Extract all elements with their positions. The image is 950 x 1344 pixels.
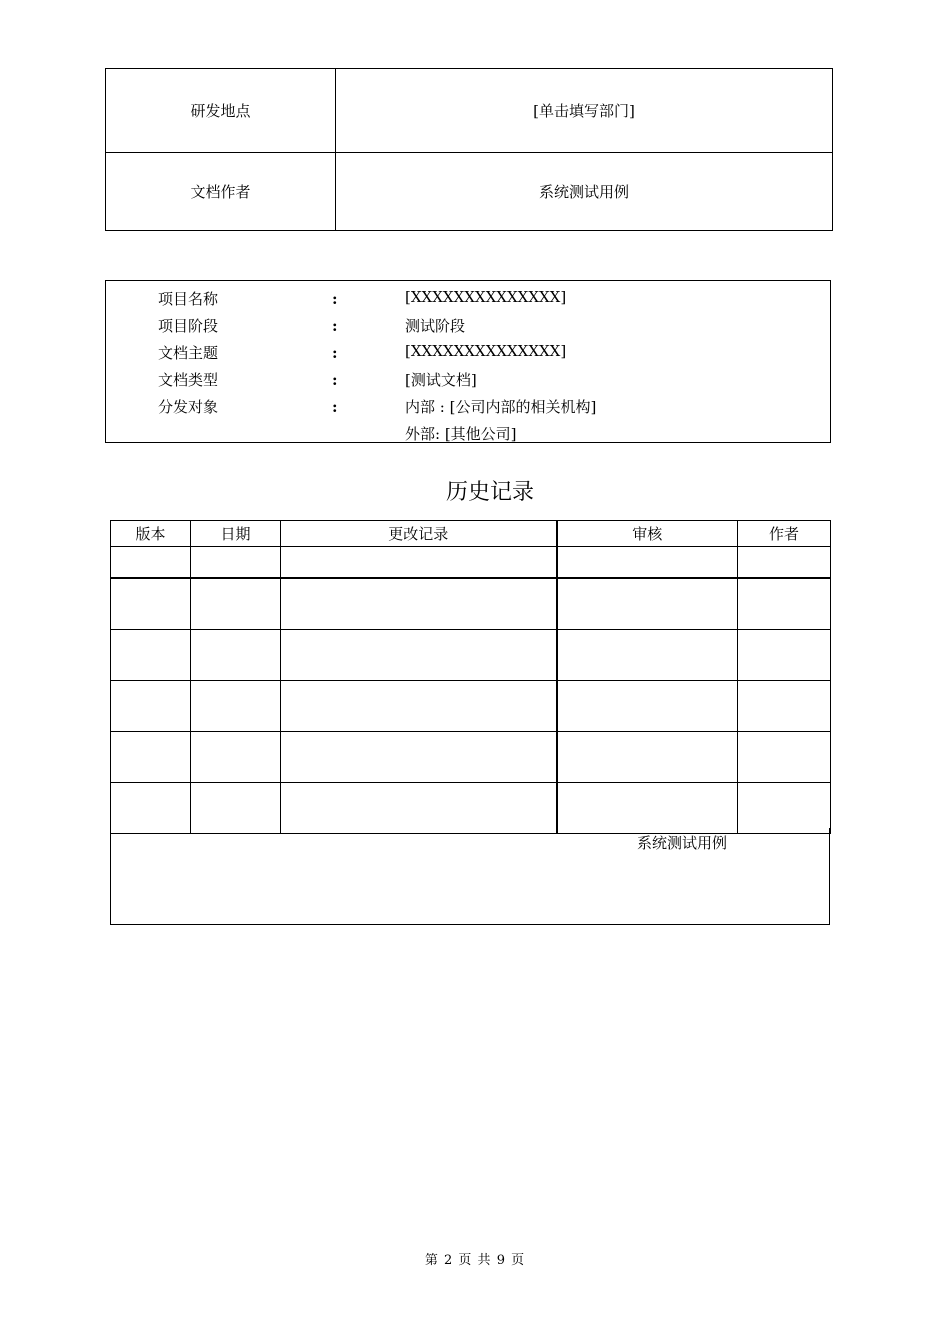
table-cell <box>111 547 191 579</box>
table-cell <box>111 681 191 732</box>
table-cell <box>191 547 281 579</box>
history-footer-box <box>110 828 830 925</box>
table-cell <box>557 732 738 783</box>
project-meta-box <box>105 280 831 443</box>
table-cell <box>191 578 281 630</box>
table-cell <box>738 783 831 834</box>
meta-colon: : <box>332 398 338 416</box>
table-cell <box>557 578 738 630</box>
table-cell <box>557 783 738 834</box>
footer-note: 系统测试用例 <box>637 834 728 852</box>
info-row-author <box>106 152 833 231</box>
table-cell <box>557 630 738 681</box>
meta-label-project-name: 项目名称 <box>158 290 219 308</box>
header-change-log: 更改记录 <box>281 521 557 547</box>
table-cell <box>111 783 191 834</box>
meta-colon: : <box>332 317 338 335</box>
table-cell <box>738 681 831 732</box>
meta-value-project-name: [XXXXXXXXXXXXXX] <box>405 288 567 306</box>
header-date: 日期 <box>191 521 281 547</box>
table-cell <box>738 547 831 579</box>
info-label-location: 研发地点 <box>106 69 336 153</box>
header-author: 作者 <box>738 521 831 547</box>
table-row <box>111 681 831 732</box>
meta-label-doc-type: 文档类型 <box>158 371 219 389</box>
document-info-table <box>105 68 833 231</box>
table-cell <box>191 630 281 681</box>
info-value-location: [单击填写部门] <box>336 69 833 153</box>
meta-label-distribution: 分发对象 <box>158 398 219 416</box>
table-cell <box>738 578 831 630</box>
history-header-row <box>111 521 831 547</box>
table-row <box>111 732 831 783</box>
meta-label-doc-subject: 文档主题 <box>158 344 219 362</box>
table-row <box>111 578 831 630</box>
page-number: 第 2 页 共 9 页 <box>424 1253 526 1268</box>
meta-colon: : <box>332 344 338 362</box>
table-cell <box>111 578 191 630</box>
table-row <box>111 783 831 834</box>
table-cell <box>111 732 191 783</box>
table-cell <box>111 630 191 681</box>
table-cell <box>281 547 557 579</box>
table-cell <box>191 732 281 783</box>
table-cell <box>557 547 738 579</box>
meta-value-distribution-internal: 内部 : [公司内部的相关机构] <box>405 398 597 416</box>
history-table <box>110 520 831 834</box>
info-value-author: 系统测试用例 <box>336 152 833 231</box>
meta-value-doc-subject: [XXXXXXXXXXXXXX] <box>405 342 567 360</box>
meta-colon: : <box>332 290 338 308</box>
header-version: 版本 <box>111 521 191 547</box>
meta-value-distribution-external: 外部: [其他公司] <box>405 425 517 443</box>
table-cell <box>281 630 557 681</box>
meta-colon: : <box>332 371 338 389</box>
history-title: 历史记录 <box>445 480 534 505</box>
table-cell <box>281 578 557 630</box>
info-label-author: 文档作者 <box>106 152 336 231</box>
table-cell <box>191 681 281 732</box>
info-row-location <box>106 69 833 153</box>
table-cell <box>281 732 557 783</box>
table-cell <box>738 732 831 783</box>
table-cell <box>191 783 281 834</box>
table-cell <box>738 630 831 681</box>
table-row <box>111 630 831 681</box>
meta-label-project-phase: 项目阶段 <box>158 317 219 335</box>
meta-value-project-phase: 测试阶段 <box>405 317 466 335</box>
table-row <box>111 547 831 579</box>
meta-value-doc-type: [测试文档] <box>405 371 477 389</box>
table-cell <box>281 681 557 732</box>
header-review: 审核 <box>557 521 738 547</box>
table-cell <box>281 783 557 834</box>
table-cell <box>557 681 738 732</box>
